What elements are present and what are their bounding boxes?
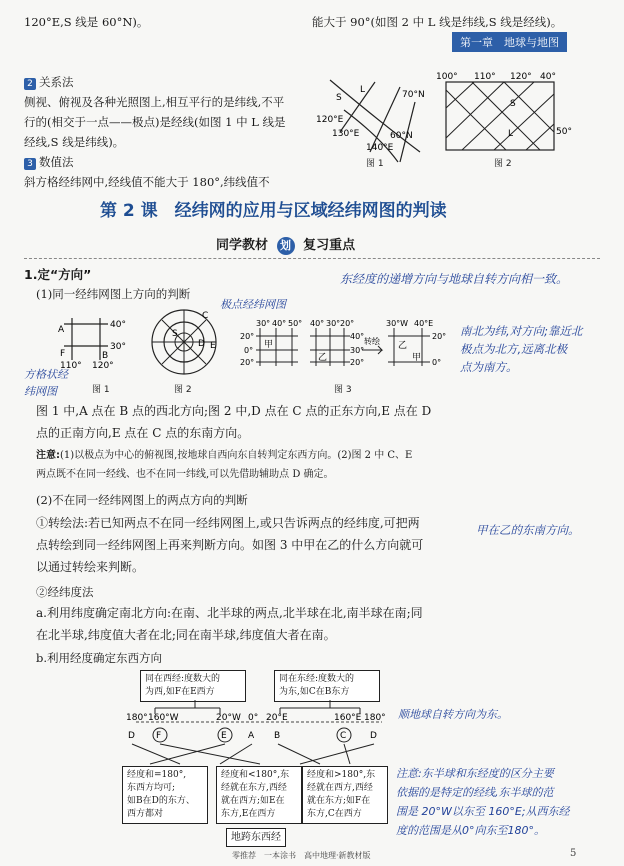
para-line: 图 1 中,A 点在 B 点的西北方向;图 2 中,D 点在 C 点的正东方向,E 点在 D (36, 404, 432, 418)
box-line: 就在东方;如F在 (307, 796, 371, 806)
hand-line: 纬网图 (24, 385, 57, 398)
hand-line: 依据的是特定的经线,东半球的范 (396, 786, 554, 799)
box-line: 经度和>180°,东 (307, 770, 376, 780)
method-1 (36, 512, 423, 578)
right-text: 能大于 90°(如图 2 中 L 线是纬线,S 线是经线)。 (312, 15, 563, 29)
fig-label: B (102, 351, 109, 361)
fig-label: S (510, 99, 516, 109)
fig-label: 0° (432, 358, 442, 367)
fig-label: F (60, 349, 66, 359)
value-title: 数值法 (39, 155, 74, 169)
para-line: 在北半球,纬度值大者在北;同在南半球,纬度值大者在南。 (36, 628, 336, 642)
handwritten-note-top: 东经度的递增方向与地球自转方向相一致。 (340, 272, 569, 286)
sum-box-1 (122, 766, 208, 824)
fig-caption: 图 2 (174, 385, 192, 395)
sum-box-2 (216, 766, 302, 824)
note-line: 两点既不在同一经线、也不在同一纬线,可以先借助辅助点 D 确定。 (36, 469, 334, 480)
connector-line (150, 744, 225, 764)
para-line: a.利用纬度确定南北方向:在南、北半球的两点,北半球在北,南半球在南;同 (36, 606, 423, 620)
chapter-banner: 第一章 地球与地图 (452, 32, 567, 52)
para-line: 点的正南方向,E 点在 C 点的东南方向。 (36, 426, 250, 440)
connector-line (160, 744, 260, 764)
fig-label: 70°N (402, 90, 425, 100)
page-number: 5 (570, 848, 577, 859)
axis-label: 180° (126, 713, 148, 723)
grid-line (446, 82, 504, 138)
point-label: A (248, 731, 255, 741)
handwritten-arrow-note: 顺地球自转方向为东。 (398, 708, 508, 721)
fig-label: C (202, 311, 209, 321)
fig-label: 120° (510, 72, 532, 82)
para-line: 点转绘到同一经纬网图上再来判断方向。如图 3 中甲在乙的什么方向就可 (36, 538, 424, 552)
handwritten-answer: 甲在乙的东南方向。 (476, 523, 580, 537)
para-line: 以通过转绘来判断。 (36, 560, 145, 574)
box-line: 如B在D的东方、 (127, 796, 195, 806)
arrow-icon (362, 346, 382, 354)
fig-label: 0° (244, 346, 254, 355)
sum-box-3 (302, 766, 388, 824)
hand-line: 极点为北方,远离北极 (460, 342, 568, 356)
point-label: C (340, 731, 347, 741)
fig-label: 30° (256, 319, 271, 328)
box-line: 经度和=180°, (127, 770, 187, 780)
point-label: E (221, 731, 227, 741)
point-label: F (156, 731, 162, 741)
box-line: 为东,如C在B东方 (279, 687, 350, 697)
method-2: ②经纬度法 (36, 585, 94, 599)
fig-label: 乙 (398, 341, 408, 351)
top-figure-2 (432, 68, 572, 158)
bottom-label-box: 地跨东西经 (226, 828, 286, 847)
fig-label: 乙 (318, 353, 328, 363)
fig-label: E (210, 341, 216, 351)
lesson-title: 第 2 课 经纬网的应用与区域经纬网图的判读 (100, 201, 447, 221)
box-east (274, 670, 380, 702)
hand-line: 点为南方。 (460, 360, 518, 374)
fig-label: 甲 (412, 353, 422, 363)
fig-label: 40° (272, 319, 287, 328)
note-block (36, 446, 596, 484)
hand-line: 注意:东半球和东经度的区分主要 (396, 767, 554, 780)
fig-label: 60°N (390, 131, 413, 141)
fig-label: 100° (436, 72, 458, 82)
fig-label: 20° (350, 358, 365, 367)
fig-label: L (360, 85, 366, 95)
box-line: 经就在东方,西经 (221, 783, 287, 793)
bracket-line (155, 700, 220, 714)
fig-label: 20° (240, 358, 255, 367)
section-heading: 1.定“方向” (24, 267, 92, 282)
hand-line: 围是 20°W以东至 160°E;从西东经 (396, 805, 570, 818)
hand-line: 方格状经 (24, 368, 68, 381)
axis-label: 160°W (148, 713, 179, 723)
subsection-1: (1)同一经纬网图上方向的判断 (36, 287, 191, 301)
relation-block (24, 72, 294, 192)
fig-caption: 图 1 (366, 159, 384, 169)
fig-label: S (172, 329, 178, 339)
para-line: ①转绘法:若已知两点不在同一经纬网图上,或只告诉两点的经纬度,可把两 (36, 516, 420, 530)
box-line: 同在东经:度数大的 (279, 674, 355, 684)
fig-label: D (198, 339, 205, 349)
box-line: 经就在西方,西经 (307, 783, 373, 793)
handwritten-note-left (24, 366, 68, 400)
fig-label: 120°E (316, 115, 344, 125)
figure-3-grids (236, 318, 446, 374)
fig-label: 30° (350, 346, 365, 355)
fig-label: 20° (240, 332, 255, 341)
handwritten-note-center: 极点经纬网图 (220, 298, 286, 311)
value-line: 斜方格经纬网中,经线值不能大于 180°,纬线值不 (24, 175, 270, 189)
longitude-axis-diagram (120, 700, 390, 770)
fig-label: 40° (110, 320, 126, 330)
connector-line (344, 744, 350, 764)
meridian-line (340, 82, 375, 132)
connector-line (278, 744, 320, 764)
handwritten-note-right (460, 322, 583, 376)
fig-label: 120° (92, 361, 114, 370)
fig-label: 40° (310, 319, 325, 328)
axis-label: 160°E (334, 713, 362, 723)
fig-label: 50° (556, 127, 572, 137)
fig-caption: 图 2 (494, 159, 512, 169)
box-line: 同在西经:度数大的 (145, 674, 221, 684)
figure-1-grid (44, 310, 134, 370)
grid-line (462, 82, 534, 150)
subsection-2: (2)不在同一经纬网图上的两点方向的判断 (36, 493, 248, 507)
fig-label: 30° (110, 342, 126, 352)
fig-label: 140°E (366, 143, 394, 153)
footer-text: 零推荐 一本涂书 高中地理·新教材版 (232, 851, 371, 860)
fig-label: 30°W (386, 319, 409, 328)
axis-label: 20°W (216, 713, 241, 723)
box-line: 东西方均可; (127, 783, 176, 793)
box-line: 经度和<180°,东 (221, 770, 290, 780)
hand-line: 南北为纬,对方向;靠近北 (460, 324, 583, 338)
bracket-line (280, 700, 360, 714)
connector-line (300, 744, 374, 764)
fig-label: 110° (60, 361, 82, 370)
fig-caption: 图 1 (92, 385, 110, 395)
fig-label: 30° (326, 319, 341, 328)
point-label: D (370, 731, 377, 741)
fig-label: 50° (288, 319, 303, 328)
box-line: 西方都对 (127, 809, 164, 819)
relation-title: 关系法 (39, 75, 74, 89)
axis-label: 0° (248, 713, 259, 723)
fig-label: L (508, 129, 514, 139)
box-line: 就在西方;如E在 (221, 796, 285, 806)
lesson-subtitle (216, 234, 355, 255)
fig-label: A (58, 325, 65, 335)
point-label: B (274, 731, 281, 741)
figure-2-polar (146, 306, 226, 382)
fig-caption: 图 3 (334, 385, 352, 395)
note-label: 注意: (36, 450, 60, 461)
relation-line: 侧视、俯视及各种光照图上,相互平行的是纬线,不平 (24, 95, 285, 109)
method-b: b.利用经度确定东西方向 (36, 651, 163, 665)
point-label: D (128, 731, 135, 741)
subtitle-right: 复习重点 (303, 238, 356, 253)
fig-label: 40° (350, 332, 365, 341)
divider (24, 258, 600, 259)
handwritten-final-note (396, 764, 570, 840)
relation-line: 行的(相交于一点——极点)是经线(如图 1 中 L 线是 (24, 115, 286, 129)
box-west (140, 670, 246, 702)
fig-label: 甲 (264, 340, 274, 350)
box-line: 东方,E在西方 (221, 809, 276, 819)
subtitle-left: 同学教材 (216, 238, 269, 253)
relation-badge: 2 (24, 78, 36, 90)
explanation-paragraph (36, 400, 431, 444)
method-a (36, 602, 423, 646)
box-line: 东方,C在西方 (307, 809, 362, 819)
axis-label: 180° (364, 713, 386, 723)
fig-label: S (336, 93, 342, 103)
fig-arrow-label: 转绘 (364, 337, 380, 346)
subtitle-badge: 划 (277, 237, 295, 255)
note-line: (1)以极点为中心的俯视图,按地球自西向东自转判定东西方向。(2)图 2 中 C、E (60, 450, 413, 461)
relation-line: 经线,S 线是纬线)。 (24, 135, 125, 149)
fig-label: 130°E (332, 129, 360, 139)
fig-label: 20° (432, 332, 446, 341)
axis-label: 20°E (266, 713, 288, 723)
fig-label: 110° (474, 72, 496, 82)
hand-line: 度的范围是从0°向东至180°。 (396, 824, 545, 837)
grid-line (446, 90, 506, 150)
value-badge: 3 (24, 158, 36, 170)
fig-label: 40° (540, 72, 556, 82)
fig-label: 40°E (414, 319, 434, 328)
fig-label: 20° (340, 319, 355, 328)
box-line: 为西,如F在E西方 (145, 687, 215, 697)
lon-line: 120°E,S 线是 60°N)。 (24, 15, 149, 29)
